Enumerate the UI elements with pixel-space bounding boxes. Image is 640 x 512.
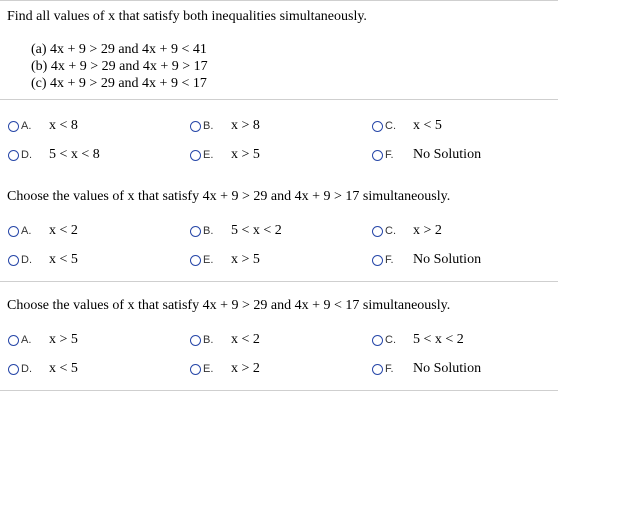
option-letter: E. [203,149,214,161]
option-text: x > 5 [231,252,260,267]
option-letter: B. [203,225,214,237]
option-letter: C. [385,334,396,346]
option-text: x > 8 [231,118,260,133]
q1-option-f[interactable] [372,146,481,164]
option-text: x < 2 [49,223,78,238]
option-text: No Solution [413,252,482,267]
option-letter: D. [21,254,32,266]
question-3-prompt: Choose the values of x that satisfy 4x + 9 > 29 and 4x + 9 < 17 simultaneously. [7,298,451,313]
option-letter: E. [203,254,214,266]
radio-button[interactable] [190,335,201,346]
radio-button[interactable] [372,255,383,266]
q1-option-c[interactable] [372,117,442,135]
radio-button[interactable] [190,364,201,375]
radio-button[interactable] [372,150,383,161]
radio-button[interactable] [372,121,383,132]
option-text: x > 5 [231,147,260,162]
option-text: 5 < x < 2 [413,332,464,347]
option-text: x < 2 [231,332,260,347]
option-text: 5 < x < 8 [49,147,100,162]
q2-option-b[interactable] [190,222,282,240]
option-letter: B. [203,334,214,346]
radio-button[interactable] [8,150,19,161]
q3-option-f[interactable] [372,360,481,378]
divider-3 [0,390,558,391]
option-text: x < 5 [413,118,442,133]
option-letter: C. [385,225,396,237]
q2-option-c[interactable] [372,222,442,240]
option-letter: D. [21,363,32,375]
q3-option-d[interactable] [8,360,78,378]
option-text: x < 5 [49,252,78,267]
option-letter: F. [385,149,394,161]
part-b: (b) 4x + 9 > 29 and 4x + 9 > 17 [31,59,208,74]
q3-option-a[interactable] [8,331,78,349]
part-c: (c) 4x + 9 > 29 and 4x + 9 < 17 [31,76,207,91]
option-letter: A. [21,225,32,237]
top-divider [0,0,558,1]
radio-button[interactable] [372,364,383,375]
radio-button[interactable] [8,121,19,132]
option-text: No Solution [413,147,482,162]
radio-button[interactable] [8,226,19,237]
radio-button[interactable] [190,150,201,161]
q1-option-d[interactable] [8,146,100,164]
option-letter: C. [385,120,396,132]
q1-option-b[interactable] [190,117,260,135]
option-letter: A. [21,120,32,132]
q1-option-e[interactable] [190,146,260,164]
option-text: No Solution [413,361,482,376]
option-text: x < 8 [49,118,78,133]
radio-button[interactable] [8,335,19,346]
option-text: x > 2 [413,223,442,238]
q2-option-d[interactable] [8,251,78,269]
option-letter: B. [203,120,214,132]
radio-button[interactable] [190,255,201,266]
option-text: x > 5 [49,332,78,347]
q1-option-a[interactable] [8,117,78,135]
radio-button[interactable] [372,226,383,237]
radio-button[interactable] [190,121,201,132]
divider-2 [0,281,558,282]
q3-option-b[interactable] [190,331,260,349]
option-letter: E. [203,363,214,375]
option-letter: A. [21,334,32,346]
part-a: (a) 4x + 9 > 29 and 4x + 9 < 41 [31,42,207,57]
q2-option-e[interactable] [190,251,260,269]
q2-option-a[interactable] [8,222,78,240]
option-text: 5 < x < 2 [231,223,282,238]
q3-option-c[interactable] [372,331,464,349]
radio-button[interactable] [372,335,383,346]
option-text: x > 2 [231,361,260,376]
radio-button[interactable] [190,226,201,237]
option-letter: F. [385,363,394,375]
question-title: Find all values of x that satisfy both inequalities simultaneously. [7,9,367,24]
q2-option-f[interactable] [372,251,481,269]
question-2-prompt: Choose the values of x that satisfy 4x + 9 > 29 and 4x + 9 > 17 simultaneously. [7,189,451,204]
radio-button[interactable] [8,364,19,375]
option-letter: F. [385,254,394,266]
option-text: x < 5 [49,361,78,376]
divider-1 [0,99,558,100]
radio-button[interactable] [8,255,19,266]
q3-option-e[interactable] [190,360,260,378]
option-letter: D. [21,149,32,161]
